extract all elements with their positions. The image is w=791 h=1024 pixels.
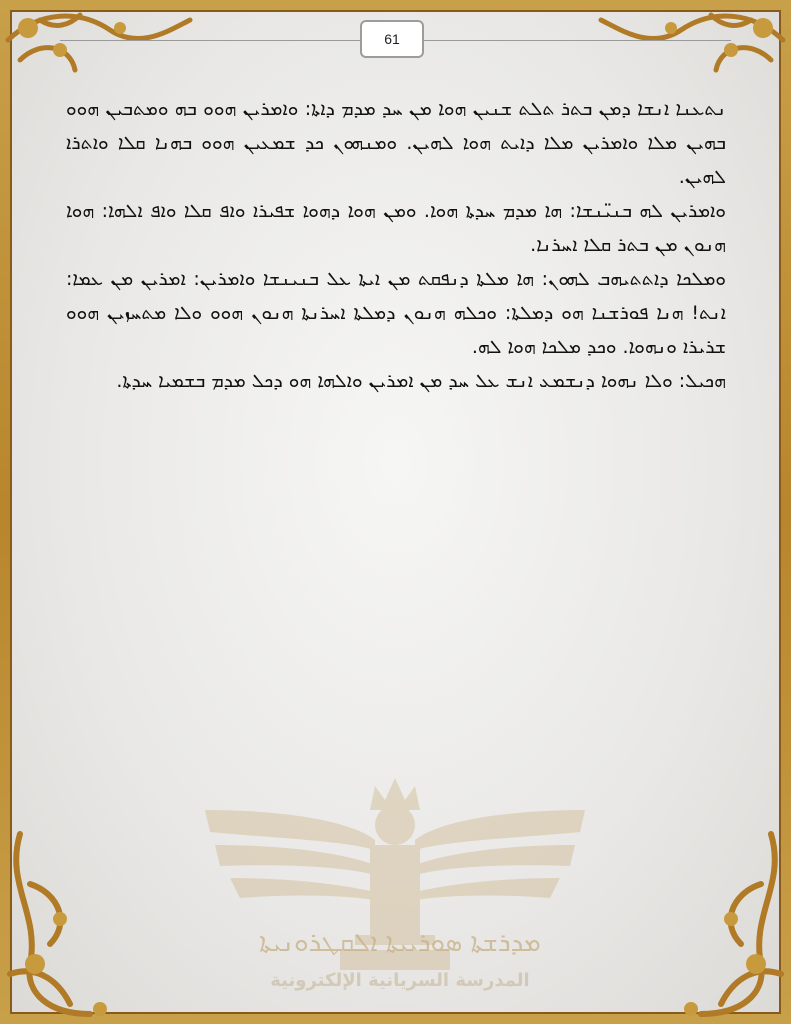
watermark-arabic-text: المدرسة السريانية الإلكترونية [270, 970, 530, 991]
bottom-right-ornament-icon [651, 824, 791, 1024]
paragraph: ܗܟܝܠ: ܘܠܐ ܢܗܘܐ ܕܢܫܡܥ ܐܢܫ ܥܠ ܚܕ ܡܢ ܐܡܪܝܢ ܘܐܠܗܐ ܗܘ ܕܟܠ ܡܕܡ ܒܫܡܝܐ ܚܕܬܐ. [116, 370, 726, 392]
page-number-text: 61 [384, 31, 400, 47]
bottom-left-ornament-icon [0, 824, 140, 1024]
page-number [360, 20, 424, 58]
body-text [66, 92, 726, 398]
paragraph: ܢܬܥܢܐ ܐܢܫܐ ܕܡܢ ܒܬܪ ܬܠܬ ܫܢܝܢ ܗܘܐ ܡܢ ܚܕ ܡܕܡ ܕܐܬܐ: ܘܐܡܪܝܢ ܗܘܘ ܒܗ ܘܡܬܒܝܢ ܗܘܘ ܒܗܝܢ ܡܠܐ ܘܐܡܪܝܢ ܡܠܐ ܕܐܝܬ ܗܘܐ ܠܗܝܢ. ܘܡܢܗܘܢ ܟܕ ܫܡܥܝܢ ܗܘܘ ܒܗܢܐ ܩܠܐ ܘܐܬܪܐ ܠܗܝܢ. [66, 98, 726, 188]
watermark-syriac-text: ܡܕܪܫܬܐ ܣܘܪܝܝܬܐ ܐܠܩܛܪܘܢܝܬܐ [259, 928, 541, 958]
paragraph: ܘܡܠܟܐ ܕܐܬܬܝܗܒ ܠܗܘܢ: ܗܐ ܡܠܬܐ ܕܢܦܩܬ ܡܢ ܐܝܬܐ ܥܠ ܒܢܝܢܫܐ ܘܐܡܪܝܢ: ܐܡܪܝܢ ܡܢ ܥܡܐ: ܐܢܬ! ܗܢܐ ܦܘܪܫܢܐ ܗܘ ܕܡܠܬܐ: ܘܟܠܗ ܗܢܘܢ ܕܡܠܬܐ ܐܚܪܢܬܐ ܗܢܘܢ ܗܘܘ ܘܠܐ ܡܬܚܙܝܢ ܗܘܘ ܫܪܝܪܐ ܘܢܗܘܐ. ܘܟܕ ܡܠܟܐ ܗܘܐ ܠܗ. [66, 268, 726, 358]
paragraph: ܘܐܡܪܝܢ ܠܗ ܒܢܝ̈ܢܫܐ: ܗܐ ܡܕܡ ܚܕܬܐ ܗܘܐ. ܘܡܢ ܗܘܐ ܕܗܘܐ ܫܦܝܪܐ ܘܐܦ ܩܠܐ ܘܐܦ ܐܠܗܐ: ܗܘܐ ܗܢܘܢ ܡܢ ܒܬܪ ܩܠܐ ܐܚܪܢܐ. [66, 200, 726, 256]
